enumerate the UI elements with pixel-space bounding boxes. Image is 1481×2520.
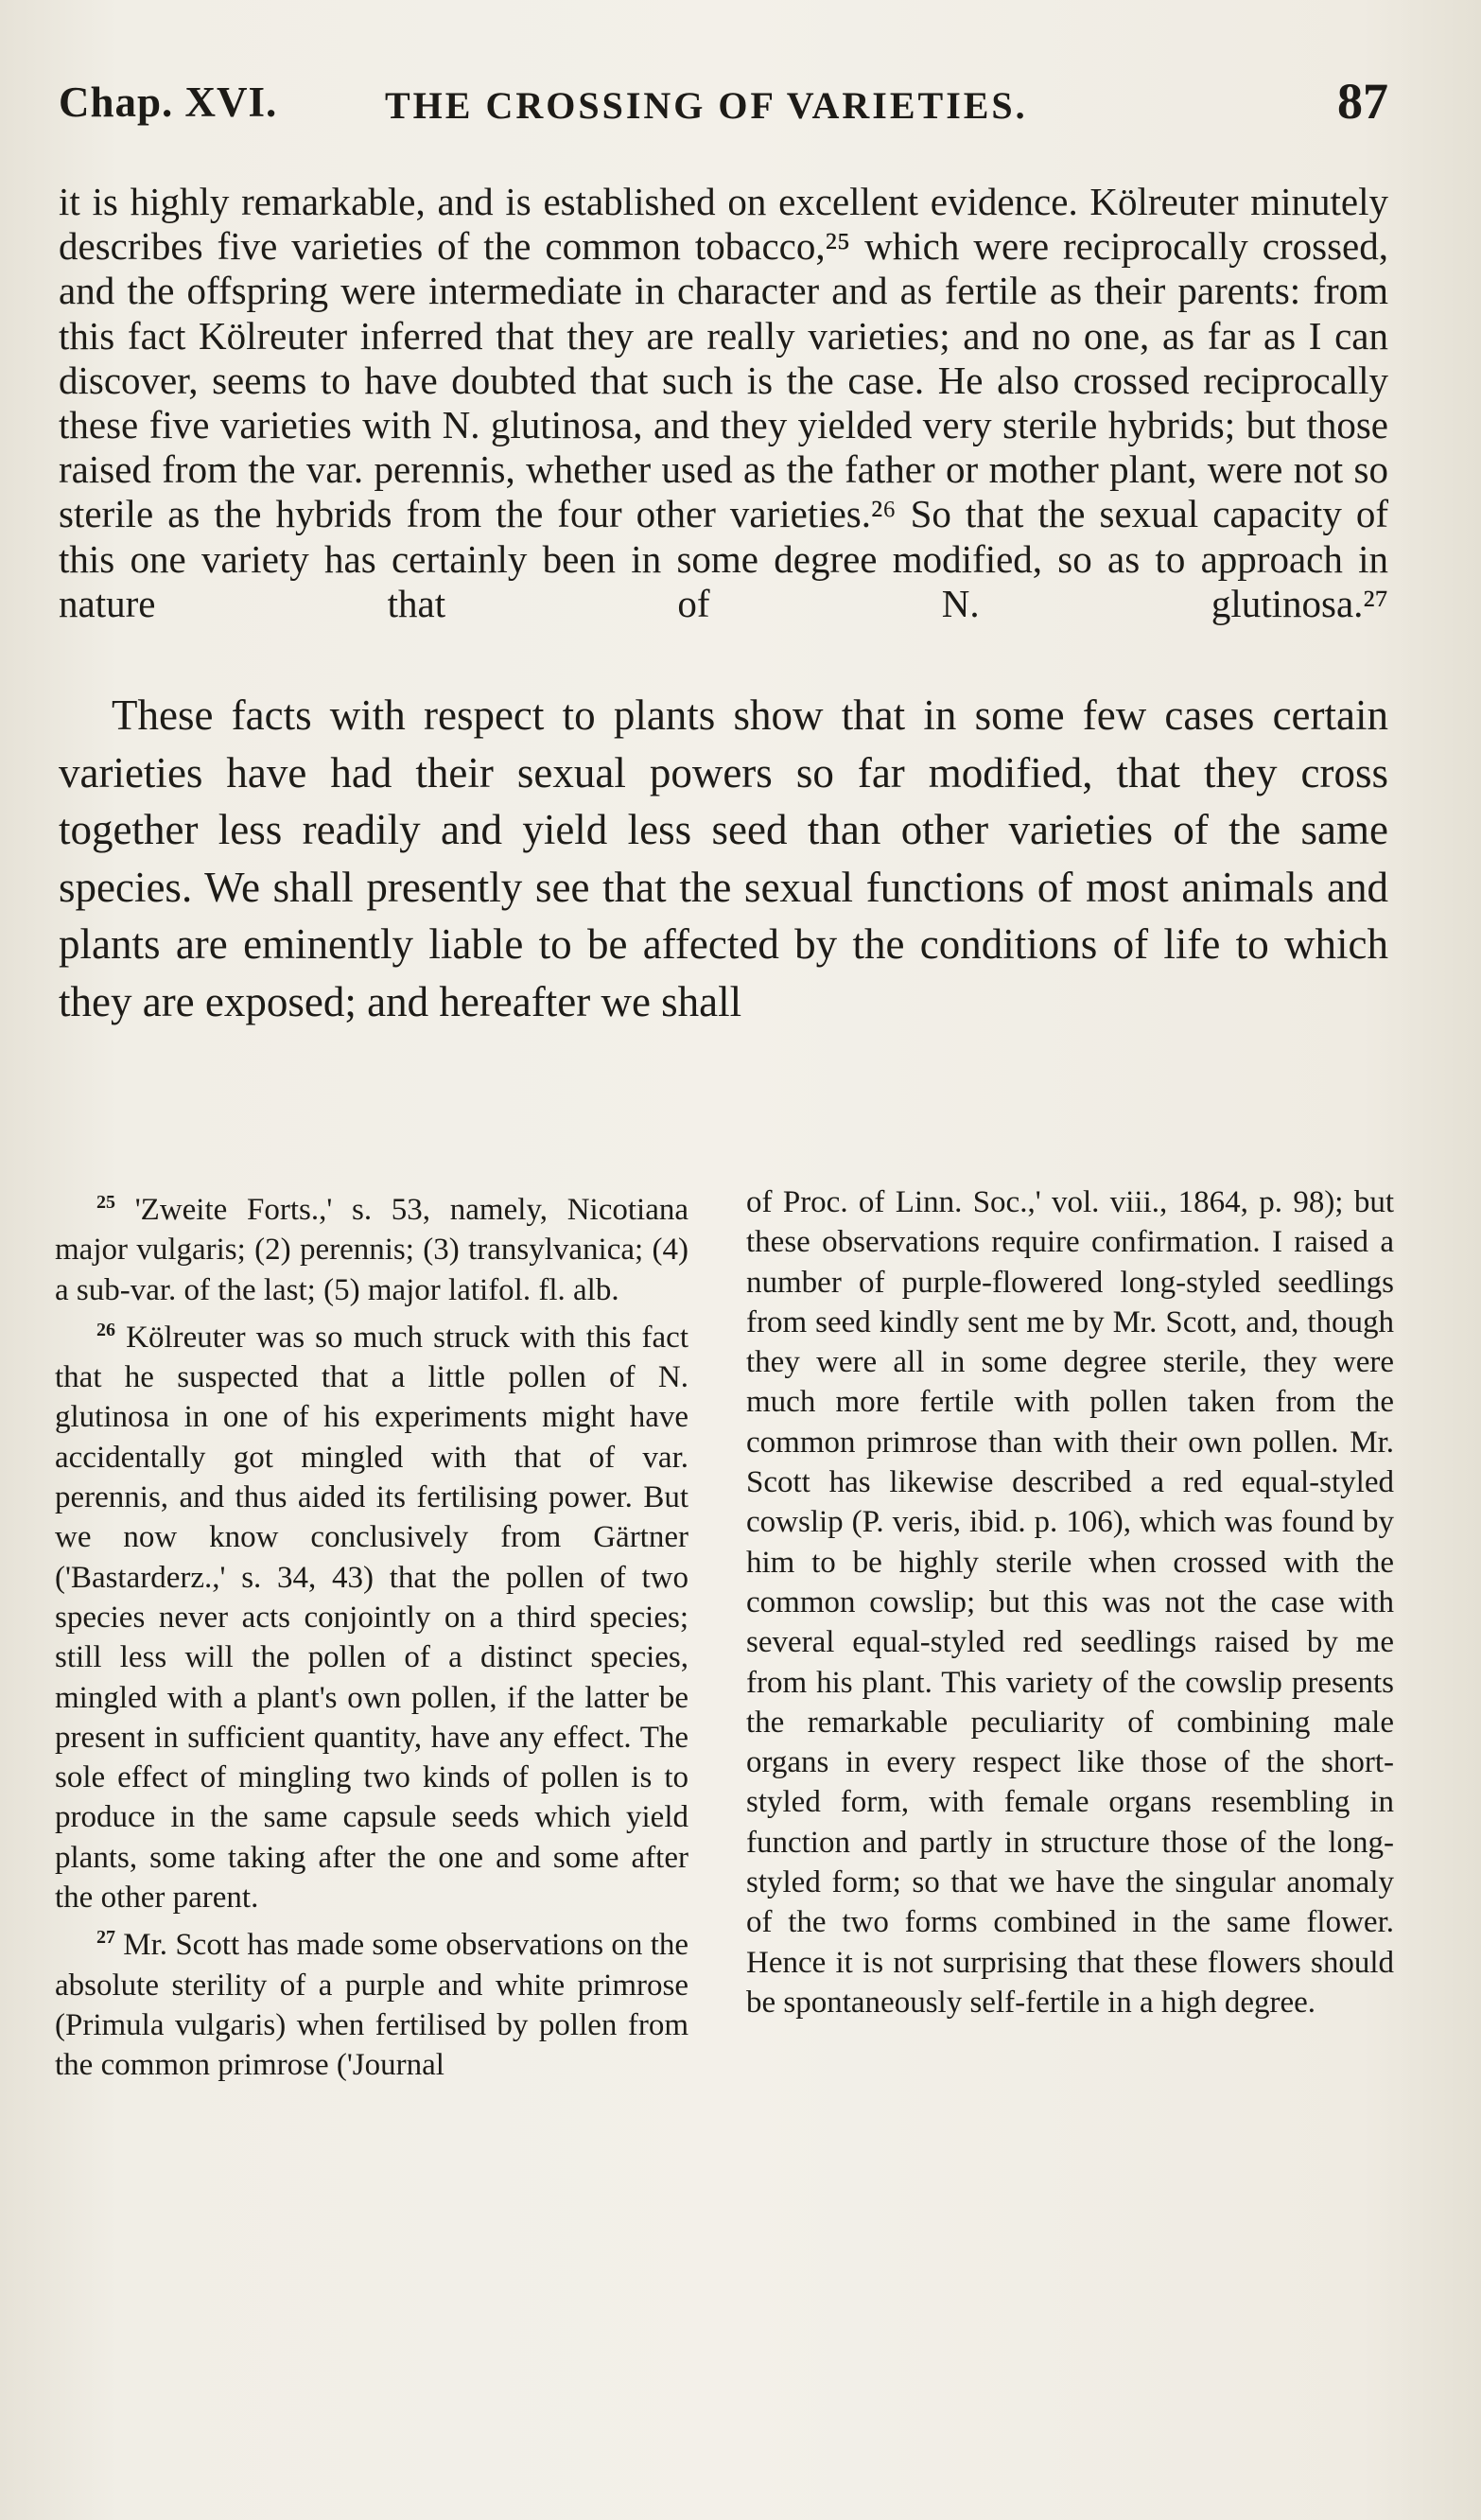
page-number: 87 <box>1337 73 1388 130</box>
footnote-number: 27 <box>96 1927 115 1949</box>
footnote-text: Kölreuter was so much struck with this fact that he suspected that a little pollen of N. glutinosa in one of his experiments might have accidentally got mingled with that of var. perennis, and thus aided its fertilising power. But we now know conclusively from Gärtner ('Bastarderz.,' s. 34, 43) that the pollen of two species never acts conjointly on a third species; still less will the pollen of a distinct species, mingled with a plant's own pollen, if the latter be present in sufficient quantity, have any effect. The sole effect of mingling two kinds of pollen is to produce in the same capsule seeds which yield plants, some taking after the one and some after the other parent. <box>55 1320 688 1916</box>
footnote-25 <box>55 1182 688 1310</box>
running-header <box>59 73 1388 144</box>
footnote-column-left <box>55 1182 688 2086</box>
footnote-27-continued: of Proc. of Linn. Soc.,' vol. viii., 1864, p. 98); but these observations require confirmation. I raised a number of purple-flowered long-styled seedlings from seed kindly sent me by Mr. Scott, and, though they were all in some degree sterile, they were much more fertile with pollen taken from the common primrose than with their own pollen. Mr. Scott has likewise described a red equal-styled cowslip (P. veris, ibid. p. 106), which was found by him to be highly sterile when crossed with the common cowslip; but this was not the case with several equal-styled red seedlings raised by me from his plant. This variety of the cowslip presents the remarkable peculiarity of combining male organs in every respect like those of the short-styled form, with female organs resembling in function and partly in structure those of the long-styled form; so that we have the singular anomaly of the two forms combined in the same flower. Hence it is not surprising that these flowers should be spontaneously self-fertile in a high degree. <box>746 1185 1394 2020</box>
footnote-26 <box>55 1310 688 1917</box>
footnote-number: 26 <box>96 1319 115 1340</box>
footnote-27 <box>55 1917 688 2085</box>
chapter-label: Chap. XVI. <box>59 79 278 126</box>
footnote-text: 'Zweite Forts.,' s. 53, namely, Nicotiana major vulgaris; (2) perennis; (3) transylvanica; (4) a sub-var. of the last; (5) major latifol. fl. alb. <box>55 1193 688 1307</box>
body-paragraph-2: These facts with respect to plants show that in some few cases certain varieties have had their sexual powers so far modified, that they cross together less readily and yield less seed than other varieties of the same species. We shall presently see that the sexual functions of most animals and plants are eminently liable to be affected by the conditions of life to which they are exposed; and hereafter we shall <box>59 691 1388 1025</box>
body-paragraph-1: it is highly remarkable, and is established on excellent evidence. Kölreuter minutely describes five varieties of the common tobacco,²⁵ which were reciprocally crossed, and the offspring were intermediate in character and as fertile as their parents: from this fact Kölreuter inferred that they are really varieties; and no one, as far as I can discover, seems to have doubted that such is the case. He also crossed reciprocally these five varieties with N. glutinosa, and they yielded very sterile hybrids; but those raised from the var. perennis, whether used as the father or mother plant, were not so sterile as the hybrids from the four other varieties.²⁶ So that the sexual capacity of this one variety has certainly been in some degree modified, so as to approach in nature that of N. glutinosa.²⁷ <box>59 180 1388 625</box>
footnote-column-right <box>746 1182 1394 2022</box>
footnote-number: 25 <box>96 1192 115 1213</box>
running-title: THE CROSSING OF VARIETIES. <box>385 84 1028 127</box>
main-text <box>59 180 1388 1030</box>
footnote-text: Mr. Scott has made some observations on the absolute sterility of a purple and white primrose (Primula vulgaris) when fertilised by pollen from the common primrose ('Journal <box>55 1928 689 2083</box>
